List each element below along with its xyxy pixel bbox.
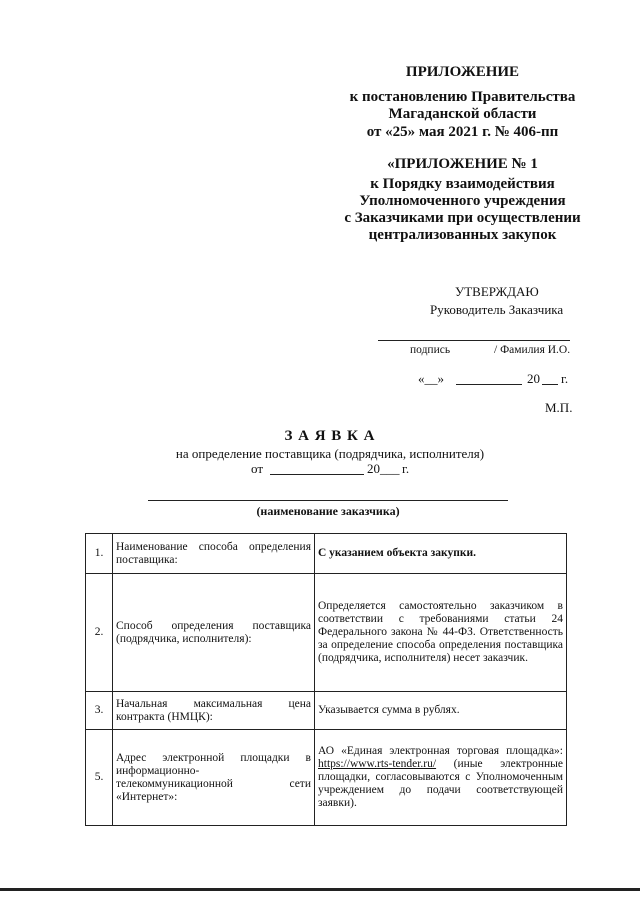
request-title: З А Я В К А <box>284 428 376 444</box>
request-date-suffix: г. <box>402 461 410 476</box>
approval-date-year-line <box>542 384 558 385</box>
header-line-3: от «25» мая 2021 г. № 406-пп <box>366 124 559 140</box>
annex-line-1: к Порядку взаимодействия <box>370 176 555 192</box>
annex-line-2: Уполномоченного учреждения <box>359 193 566 209</box>
platform-link[interactable]: https://www.rts-tender.ru/ <box>318 758 437 770</box>
approval-date-month-line <box>456 384 522 385</box>
approve-label: УТВЕРЖДАЮ <box>455 284 539 299</box>
header-line-1: к постановлению Правительства <box>349 89 576 105</box>
approval-date-year: 20 <box>527 371 540 386</box>
request-table <box>85 533 567 826</box>
row-value: С указанием объекта закупки. <box>315 534 567 574</box>
request-date-from: от <box>251 461 264 476</box>
request-subtitle: на определение поставщика (подрядчика, исполнителя) <box>175 446 485 461</box>
table-row <box>86 534 567 574</box>
row-value: Определяется самостоятельно заказчиком в соответствии с требованиями статьи 24 Федерального закона № 44-ФЗ. Ответственность за определение способа определения поставщика (подрядчика, исполнителя) несет заказчик. <box>315 574 567 692</box>
annex-title: «ПРИЛОЖЕНИЕ № 1 <box>387 156 538 172</box>
row-label: Способ определения поставщика (подрядчика, исполнителя): <box>113 574 315 692</box>
row-number: 1. <box>86 534 113 574</box>
signature-line <box>378 340 570 341</box>
request-date-year: 20___ <box>367 461 400 476</box>
signature-caption: подпись <box>410 344 451 356</box>
table-row <box>86 574 567 692</box>
row-number: 3. <box>86 692 113 730</box>
row-number: 5. <box>86 730 113 826</box>
row-value: Указывается сумма в рублях. <box>315 692 567 730</box>
platform-name: АО «Единая электронная торговая площадка»: <box>318 745 563 757</box>
customer-caption: (наименование заказчика) <box>256 504 400 518</box>
approval-date-suffix: г. <box>561 371 569 386</box>
row-value <box>315 730 567 826</box>
table-row <box>86 692 567 730</box>
row-label: Наименование способа определения поставщика: <box>113 534 315 574</box>
request-date-line <box>270 474 364 475</box>
seal-label: М.П. <box>545 400 573 415</box>
header-line-2: Магаданской области <box>388 106 537 122</box>
customer-name-line <box>148 500 508 501</box>
row-label: Адрес электронной площадки в информационно-телекоммуникационной сети «Интернет»: <box>113 730 315 826</box>
table-row <box>86 730 567 826</box>
row-number: 2. <box>86 574 113 692</box>
approver-role: Руководитель Заказчика <box>430 302 564 317</box>
annex-line-4: централизованных закупок <box>368 227 557 243</box>
row-label: Начальная максимальная цена контракта (НМЦК): <box>113 692 315 730</box>
scan-edge-line <box>0 888 640 891</box>
approval-date-day: «__» <box>418 371 444 386</box>
name-caption: / Фамилия И.О. <box>494 344 571 356</box>
header-title: ПРИЛОЖЕНИЕ <box>405 64 520 80</box>
annex-line-3: с Заказчиками при осуществлении <box>344 210 581 226</box>
platform-note: (иные электронные площадки, согласовываются с Уполномоченным учреждением до подачи соответствующей заявки). <box>318 758 564 809</box>
